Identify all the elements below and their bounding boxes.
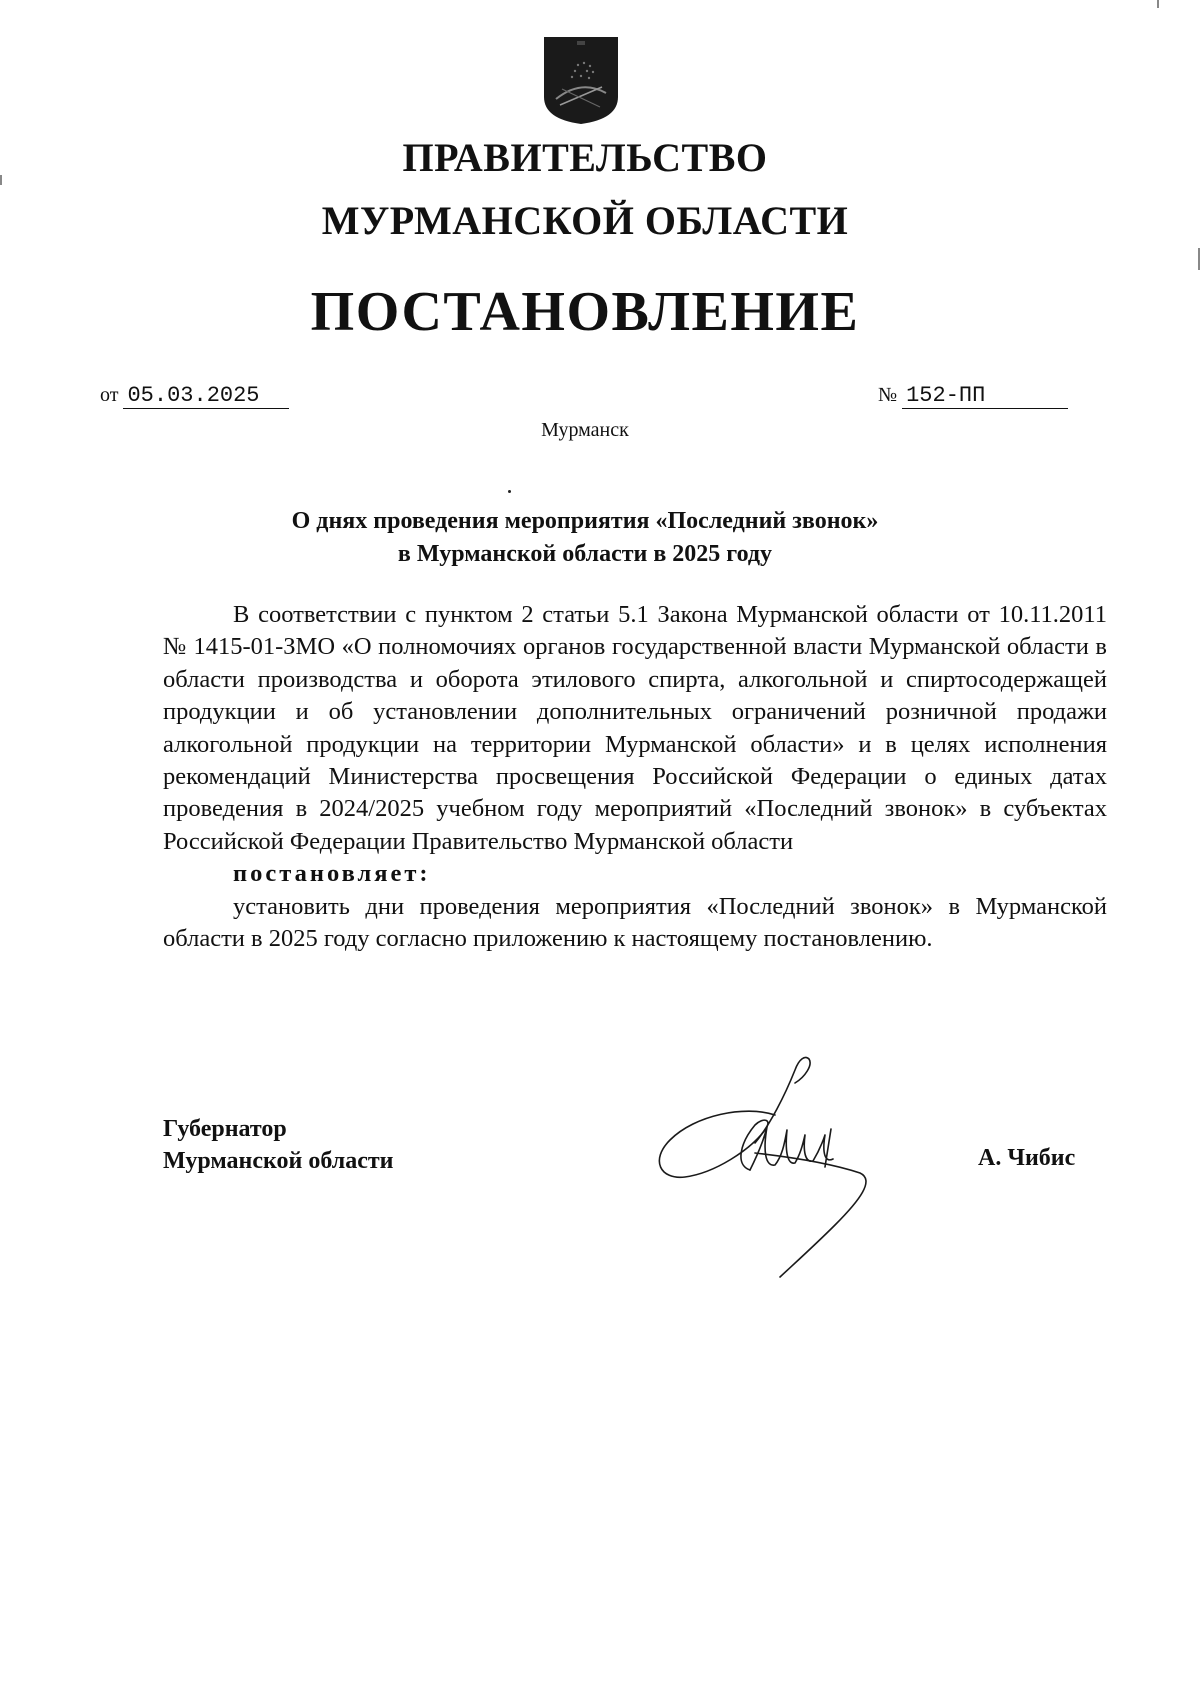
document-number: 152-ПП [902,384,1068,409]
document-type-title: ПОСТАНОВЛЕНИЕ [310,281,860,343]
date-prefix: от [100,384,119,406]
preamble-paragraph: В соответствии с пунктом 2 статьи 5.1 Закона Мурманской области от 10.11.2011 № 1415-01-ЗМО «О полномочиях органов государственной власти Мурманской области в области производства и оборота этилового спирта, алкогольной и спиртосодержащей продукции и об установлении дополнительных ограничений розничной продажи алкогольной продукции на территории Мурманской области» и в целях исполнения рекомендаций Министерства просвещения Российской Федерации о единых датах проведения в 2024/2025 учебном году мероприятий «Последний звонок» в субъектах Российской Федерации Правительство Мурманской области [163,601,1107,855]
issue-city: Мурманск [541,419,629,441]
org-name-line1: ПРАВИТЕЛЬСТВО [402,135,768,180]
scan-mark [1157,0,1159,8]
decree-word: постановляет: [233,860,431,888]
position-line2: Мурманской области [163,1148,394,1174]
coat-of-arms-icon [542,35,620,125]
subject-line1: О днях проведения мероприятия «Последний звонок» [291,508,879,534]
document-body [163,599,1107,955]
signer-name: А. Чибис [978,1145,1076,1171]
org-name-line2: МУРМАНСКОЙ ОБЛАСТИ [321,198,849,243]
scan-speck [508,490,511,493]
document-subject [0,505,1170,571]
signatory-position [163,1113,393,1177]
date-field [100,384,289,409]
operative-paragraph: установить дни проведения мероприятия «Последний звонок» в Мурманской области в 2025 году согласно приложению к настоящему постановлению. [163,892,1107,953]
handwritten-signature [655,1055,920,1280]
position-line1: Губернатор [163,1116,287,1142]
subject-line2: в Мурманской области в 2025 году [397,541,773,567]
number-prefix: № [878,384,898,406]
number-field [878,384,1068,409]
document-date: 05.03.2025 [123,384,289,409]
